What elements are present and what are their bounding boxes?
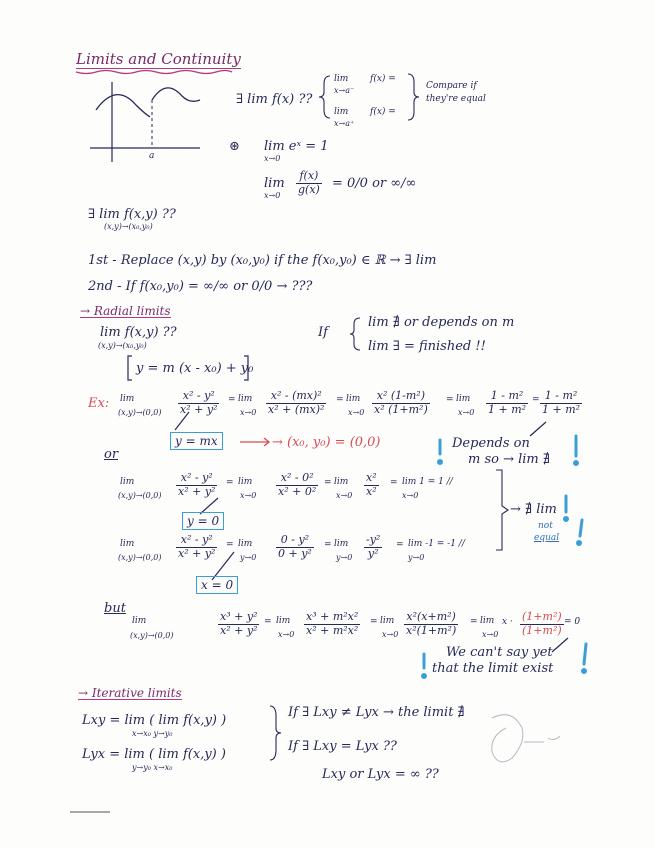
example-lim-sub: (x,y)→(0,0)	[118, 408, 162, 417]
existence-question: ∃ lim f(x) ??	[236, 92, 313, 107]
or-r5-den: y²	[367, 546, 379, 560]
or-x0-3: x→0	[402, 491, 419, 500]
box-x-0: x = 0	[196, 576, 238, 594]
example-point: → (x₀, y₀) = (0,0)	[272, 435, 381, 450]
left-lim-sub: x→a⁻	[334, 86, 355, 95]
graph-curve-right	[152, 88, 200, 101]
known-limit-2-sub: x→0	[264, 191, 281, 200]
or-lim-x0-1: lim	[238, 477, 253, 487]
multi-question-sub: (x,y)→(x₀,y₀)	[104, 222, 153, 231]
right-lim-sub: x→a⁺	[334, 119, 355, 128]
or-r6: lim -1 = -1 //	[408, 539, 465, 549]
box-y-mx: y = mx	[170, 432, 223, 450]
or-label: or	[104, 447, 119, 462]
example-s3-den: 1 + m²	[488, 402, 527, 416]
or-eq-2: =	[324, 478, 332, 488]
but-frac-1	[304, 611, 360, 637]
example-lim-1: lim	[238, 394, 253, 404]
no-limit: → ∄ lim	[510, 502, 557, 517]
or-eq-6: =	[396, 540, 404, 550]
radial-lim: lim f(x,y) ??	[100, 325, 177, 340]
depends-line-2: m so → lim ∄	[468, 452, 550, 467]
radial-case-2: lim ∃ = finished !!	[368, 339, 486, 354]
known-limit-2-lim: lim	[264, 176, 285, 191]
or-f2-num: x² - y²	[176, 534, 217, 548]
radial-lim-sub: (x,y)→(x₀,y₀)	[98, 341, 147, 350]
or-r3: lim 1 = 1 //	[402, 477, 453, 487]
but-note-2: that the limit exist	[432, 661, 554, 676]
but-frac-f	[218, 611, 259, 637]
example-lim-3: lim	[456, 394, 471, 404]
or-lim-1: lim	[120, 477, 135, 487]
not-equal-1: not	[538, 521, 553, 531]
brace-right-1	[408, 74, 419, 120]
or-frac-r4	[276, 534, 314, 560]
example-x0-2: x→0	[348, 408, 365, 417]
compare-line-1: Compare if	[426, 81, 477, 91]
or-y0-2: y→0	[336, 553, 353, 562]
or-r4-num: 0 - y²	[276, 534, 314, 548]
or-f2-den: x² + y²	[178, 546, 216, 560]
but-b1-num: x³ + m²x²	[306, 610, 359, 623]
example-f-den: x² + y²	[180, 402, 218, 416]
or-y0-3: y→0	[408, 553, 425, 562]
eq-2: =	[336, 395, 344, 405]
example-frac-f	[178, 390, 219, 416]
or-frac-f1	[176, 472, 217, 498]
but-f-num: x³ + y²	[220, 610, 258, 623]
iterative-lyx: Lyx = lim ( lim f(x,y) )	[82, 747, 226, 762]
known-limit-2-frac	[296, 170, 322, 196]
example-s4-num: 1 - m²	[540, 390, 582, 404]
but-frac-3	[520, 611, 564, 637]
but-b3-den: (1+m²)	[522, 623, 562, 637]
compare-line-2: they're equal	[426, 94, 486, 104]
or-r5-num: -y²	[366, 533, 381, 546]
example-s4-den: 1 + m²	[542, 402, 581, 416]
multi-question: ∃ lim f(x,y) ??	[88, 207, 176, 222]
iterative-case-2: If ∃ Lxy = Lyx ??	[288, 739, 397, 754]
or-x0-1: x→0	[240, 491, 257, 500]
eq-4: =	[532, 395, 540, 405]
radial-case-1: lim ∄ or depends on m	[368, 315, 515, 330]
iterative-case-3: Lxy or Lyx = ∞ ??	[322, 767, 439, 782]
arrow-but-note	[552, 638, 568, 652]
or-x0-2: x→0	[336, 491, 353, 500]
bullet-icon: ⊛	[229, 139, 240, 154]
but-x0-2: x→0	[382, 630, 399, 639]
known-limit-2-num: f(x)	[296, 170, 322, 184]
radial-heading: → Radial limits	[80, 304, 171, 318]
example-f-num: x² - y²	[178, 390, 219, 404]
left-fx: f(x) =	[370, 74, 396, 84]
step-1: 1st - Replace (x,y) by (x₀,y₀) if the f(x₀,y₀) ∈ ℝ → ∃ lim	[88, 253, 437, 268]
arrow-depends	[530, 422, 546, 436]
or-r2-num: x²	[366, 471, 377, 484]
example-s2-num: x² (1-m²)	[372, 390, 430, 404]
but-lim-sub: (x,y)→(0,0)	[130, 631, 174, 640]
box-y-0: y = 0	[182, 512, 224, 530]
or-frac-r5	[364, 534, 382, 560]
but-x0-1: x→0	[278, 630, 295, 639]
right-lim: lim	[334, 107, 349, 117]
iterative-lxy: Lxy = lim ( lim f(x,y) )	[82, 713, 227, 728]
eq-1: =	[228, 395, 236, 405]
right-fx: f(x) =	[370, 107, 396, 117]
example-lim: lim	[120, 394, 135, 404]
iterative-case-1: If ∃ Lxy ≠ Lyx → the limit ∄	[288, 705, 465, 720]
or-r1-num: x² - 0²	[276, 472, 318, 486]
but-note-1: We can't say yet	[446, 645, 553, 660]
or-frac-r2	[364, 472, 379, 498]
not-equal-2: equal	[534, 533, 560, 543]
example-frac-1	[266, 390, 326, 416]
but-eq-2: =	[370, 617, 378, 627]
but-lim-3: lim	[480, 616, 495, 626]
title-underline	[76, 71, 232, 74]
radial-substitution: y = m (x - x₀) + y₀	[136, 361, 254, 376]
or-f1-den: x² + y²	[178, 484, 216, 498]
example-lim-2: lim	[346, 394, 361, 404]
example-s3-num: 1 - m²	[486, 390, 528, 404]
or-eq-4: =	[226, 540, 234, 550]
iterative-lyx-sub: y→y₀ x→x₀	[132, 763, 173, 772]
but-frac-2	[404, 611, 458, 637]
known-limit-1-sub: x→0	[264, 154, 281, 163]
eq-3: =	[446, 395, 454, 405]
depends-line-1: Depends on	[452, 436, 530, 451]
example-s1-num: x² - (mx)²	[266, 390, 326, 404]
but-x0-3: x→0	[482, 630, 499, 639]
or-lim-2: lim	[120, 539, 135, 549]
left-lim: lim	[334, 74, 349, 84]
graph-label-a: a	[149, 151, 155, 161]
exclamation-marks	[423, 436, 587, 678]
or-eq-5: =	[324, 540, 332, 550]
radial-if: If	[318, 325, 328, 340]
or-lim-x0-2: lim	[334, 477, 349, 487]
but-b3: x ·	[502, 617, 513, 627]
brace-or-block	[496, 470, 508, 550]
example-label: Ex:	[88, 396, 110, 411]
but-eq-1: =	[264, 617, 272, 627]
known-limit-1: lim eˣ = 1	[264, 139, 329, 154]
iterative-lxy-sub: x→x₀ y→y₀	[132, 729, 173, 738]
example-s2-den: x² (1+m²)	[374, 402, 428, 416]
but-eq-zero: = 0	[564, 617, 581, 627]
but-b3-num: (1+m²)	[522, 610, 562, 623]
but-b2-num: x²(x+m²)	[404, 611, 458, 625]
or-y0-1: y→0	[240, 553, 257, 562]
page-title: Limits and Continuity	[76, 50, 241, 68]
but-lim-2: lim	[380, 616, 395, 626]
but-f-den: x² + y²	[220, 623, 258, 637]
iterative-heading: → Iterative limits	[78, 686, 182, 700]
or-r2-den: x²	[366, 484, 377, 498]
or-lim-1-sub: (x,y)→(0,0)	[118, 491, 162, 500]
step-2: 2nd - If f(x₀,y₀) = ∞/∞ or 0/0 → ???	[88, 279, 313, 294]
or-lim-y0-1: lim	[238, 539, 253, 549]
example-s1-den: x² + (mx)²	[268, 402, 325, 416]
brace-left-1	[319, 76, 330, 118]
pencil-sketch	[492, 715, 560, 762]
but-eq-3: =	[470, 617, 478, 627]
but-b2-den: x²(1+m²)	[406, 623, 457, 637]
or-r4-den: 0 + y²	[278, 546, 312, 560]
but-lim: lim	[132, 616, 147, 626]
but-lim-1: lim	[276, 616, 291, 626]
or-frac-r1	[276, 472, 318, 498]
example-frac-3	[486, 390, 528, 416]
or-frac-f2	[176, 534, 217, 560]
but-b1-den: x² + m²x²	[306, 623, 359, 637]
example-frac-4	[540, 390, 582, 416]
graph-curve-left	[96, 95, 150, 117]
brace-radial	[350, 318, 360, 350]
or-eq-1: =	[226, 478, 234, 488]
example-frac-2	[372, 390, 430, 416]
or-lim-2-sub: (x,y)→(0,0)	[118, 553, 162, 562]
example-x0-3: x→0	[458, 408, 475, 417]
but-label: but	[104, 601, 126, 616]
brace-iterative	[270, 706, 281, 760]
or-r1-den: x² + 0²	[278, 484, 317, 498]
example-x0-1: x→0	[240, 408, 257, 417]
known-limit-2-eq: = 0/0 or ∞/∞	[332, 176, 417, 191]
or-lim-y0-2: lim	[334, 539, 349, 549]
known-limit-2-den: g(x)	[298, 182, 320, 196]
or-eq-3: =	[390, 478, 398, 488]
or-f1-num: x² - y²	[176, 472, 217, 486]
